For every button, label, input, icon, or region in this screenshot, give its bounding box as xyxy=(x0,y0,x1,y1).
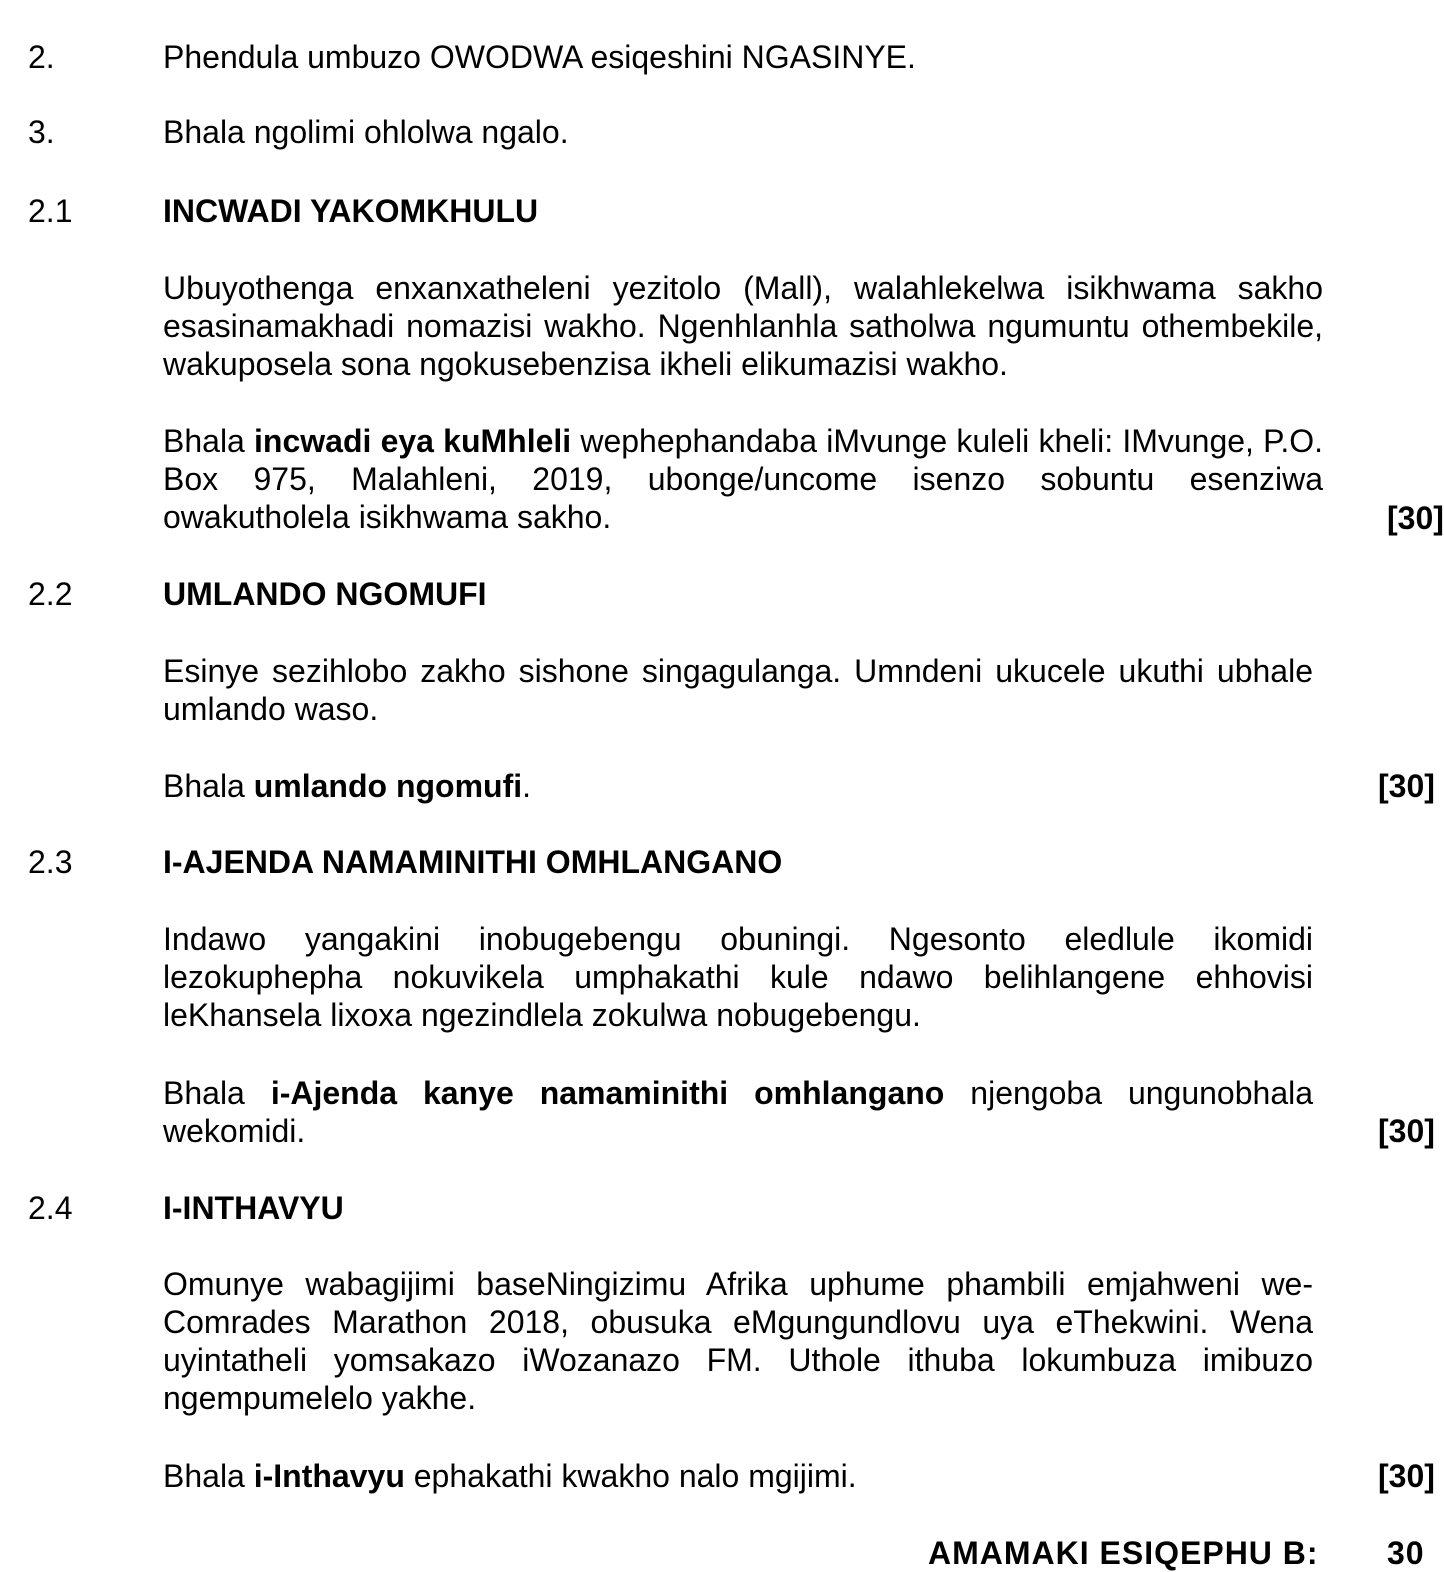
question-mark: [30] xyxy=(1378,1113,1435,1149)
section-total-value: 30 xyxy=(1387,1535,1425,1571)
question-mark: [30] xyxy=(1387,500,1444,536)
question-context: Ubuyothenga enxanxatheleni yezitolo (Mall), walahlekelwa isikhwama sakho esasinamakhadi nomazisi wakho. Ngenhlanhla satholwa ngumuntu othembekile, wakuposela sona ngokusebenzisa ikheli elikumazisi wakho. xyxy=(163,270,1323,382)
question-context: Esinye sezihlobo zakho sishone singagulanga. Umndeni ukucele ukuthi ubhale umlando waso. xyxy=(163,653,1313,727)
question-context: Indawo yangakini inobugebengu obuningi. Ngesonto eledlule ikomidi lezokuphepha nokuvikela umphakathi kule ndawo belihlangene ehhovisi leKhansela lixoxa ngezindlela zokulwa nobugebengu. xyxy=(163,921,1313,1033)
question-task: Bhala i-Inthavyu ephakathi kwakho nalo mgijimi. xyxy=(163,1458,857,1494)
question-task: Bhala i-Ajenda kanye namaminithi omhlangano njengoba ungunobhala wekomidi. xyxy=(163,1075,1314,1149)
instruction-number: 2. xyxy=(28,39,55,75)
instruction-text: Phendula umbuzo OWODWA esiqeshini NGASINYE. xyxy=(163,39,916,75)
question-heading: INCWADI YAKOMKHULU xyxy=(163,193,539,229)
instruction-number: 3. xyxy=(28,114,55,150)
question-mark: [30] xyxy=(1378,1458,1435,1494)
question-task: Bhala incwadi eya kuMhleli wephephandaba iMvunge kuleli kheli: IMvunge, P.O. Box 975, Malahleni, 2019, ubonge/uncome isenzo sobuntu esenziwa owakutholela isikhwama sakho. xyxy=(163,423,1324,535)
question-heading: UMLANDO NGOMUFI xyxy=(163,576,487,612)
question-number: 2.1 xyxy=(28,193,73,229)
question-number: 2.4 xyxy=(28,1190,73,1226)
question-number: 2.3 xyxy=(28,844,73,880)
question-heading: I-INTHAVYU xyxy=(163,1190,344,1226)
question-mark: [30] xyxy=(1378,768,1435,804)
question-task: Bhala umlando ngomufi. xyxy=(163,768,532,804)
section-total-label: AMAMAKI ESIQEPHU B: xyxy=(928,1535,1319,1571)
question-heading: I-AJENDA NAMAMINITHI OMHLANGANO xyxy=(163,844,783,880)
instruction-text: Bhala ngolimi ohlolwa ngalo. xyxy=(163,114,569,150)
question-number: 2.2 xyxy=(28,576,73,612)
question-context: Omunye wabagijimi baseNingizimu Afrika uphume phambili emjahweni we-Comrades Marathon 2018, obusuka eMgungundlovu uya eThekwini. Wena uyintatheli yomsakazo iWozanazo FM. Uthole ithuba lokumbuza imibuzo ngempumelelo yakhe. xyxy=(163,1266,1313,1416)
